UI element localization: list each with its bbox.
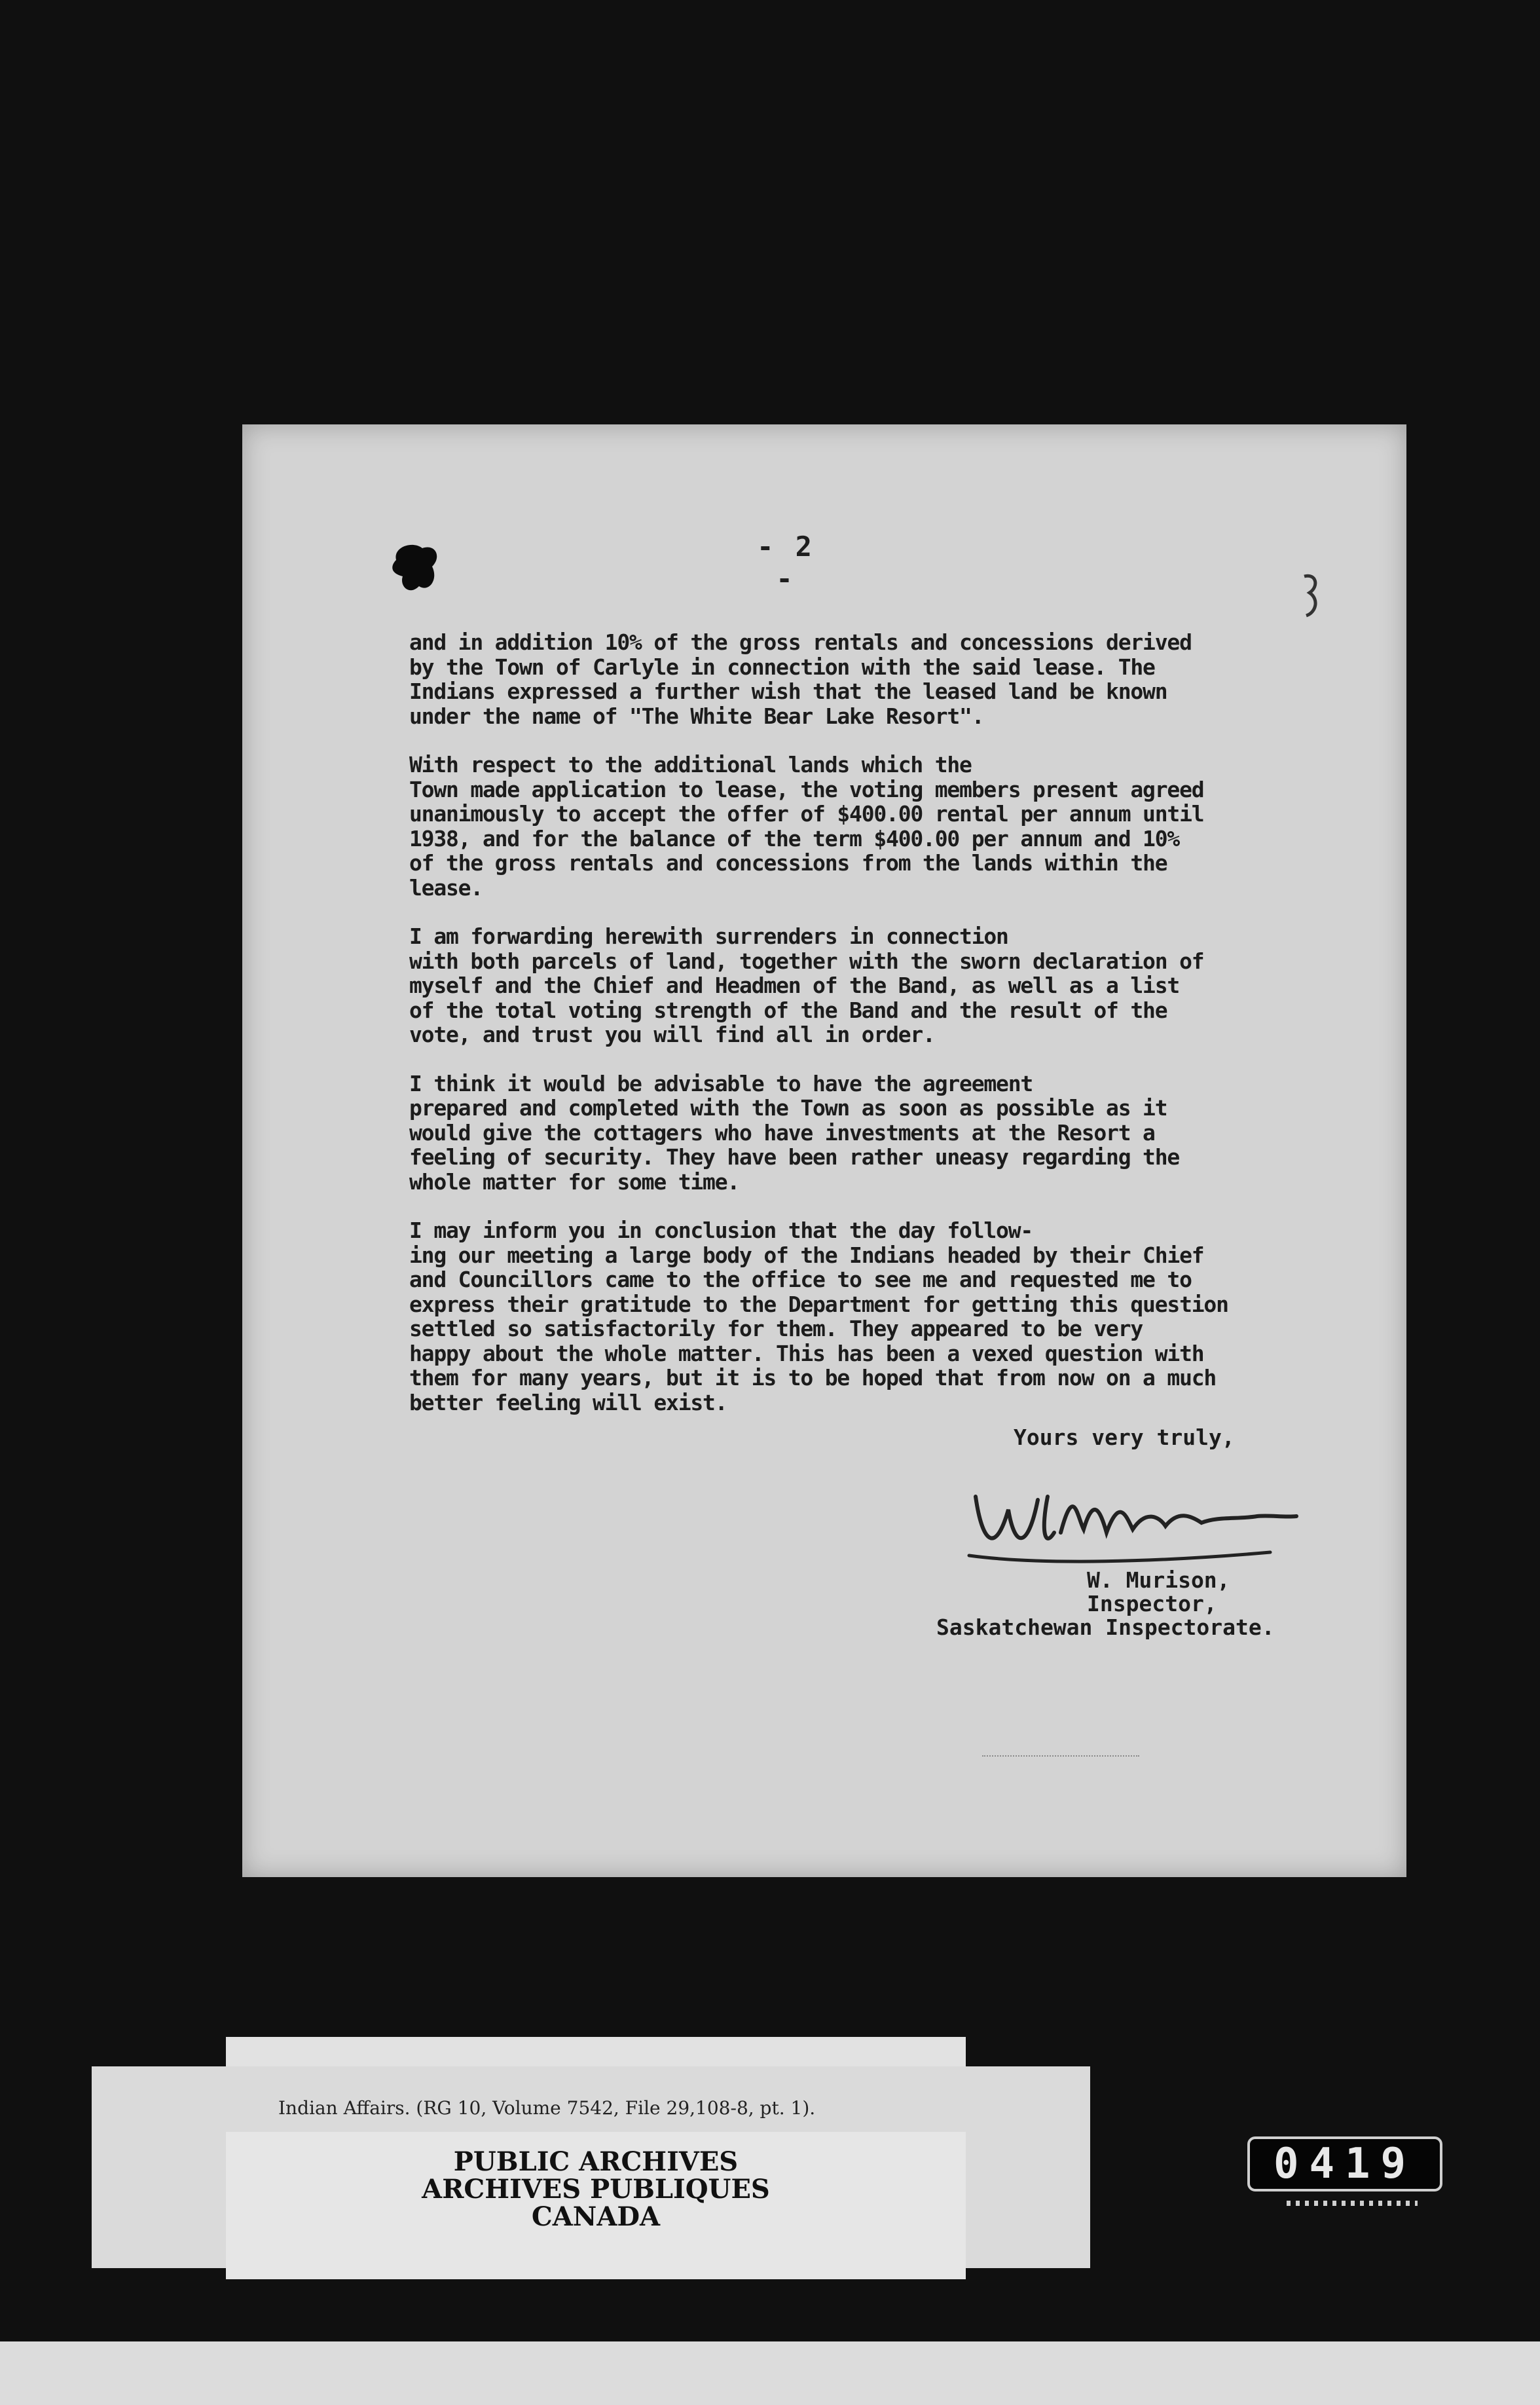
archive-title-country: CANADA: [531, 2201, 661, 2232]
archive-title: [327, 2148, 864, 2231]
signer-office: Saskatchewan Inspectorate.: [936, 1614, 1275, 1640]
frame-ticks: [1287, 2201, 1418, 2206]
paragraph: I think it would be advisable to have the agreement prepared and completed with the Town as soon as possible as it would give the cottagers who have investments at the Resort a feeling of security. They have been rather uneasy regarding the whole matter for some time.: [409, 1070, 1180, 1195]
page-number: - 2 -: [757, 531, 815, 595]
dotted-line: [982, 1755, 1139, 1757]
signer-name: W. Murison,: [1087, 1567, 1230, 1593]
signer-title: Inspector,: [1087, 1591, 1217, 1616]
paragraph: With respect to the additional lands which the Town made application to lease, the voting members present agreed unanimously to accept the offer of $400.00 rental per annum until 1938, and for the balance of the term $400.00 per annum and 10% of the gross rentals and concessions from the lands within the lease.: [409, 752, 1204, 901]
closing: Yours very truly,: [1014, 1425, 1235, 1450]
margin-mark: [1296, 573, 1323, 619]
letter-body: [409, 630, 1408, 1439]
signature-block: [936, 1569, 1342, 1639]
film-edge: [0, 2341, 1540, 2405]
frame-number: 0419: [1273, 2140, 1417, 2188]
paragraph: I am forwarding herewith surrenders in connection with both parcels of land, together with the sworn declaration of myself and the Chief and Headmen of the Band, as well as a list of the total voting strength of the Band and the result of the vote, and trust you will find all in order.: [409, 923, 1204, 1047]
paragraph: I may inform you in conclusion that the day follow- ing our meeting a large body of the Indians headed by their Chief and Councillors came to the office to see me and requested me to express their gratitude to the Department for getting this question settled so satisfactorily for them. They appeared to be very happy about the whole matter. This has been a vexed question with them for many years, but it is to be hoped that from now on a much better feeling will exist.: [409, 1218, 1228, 1415]
archive-reference: Indian Affairs. (RG 10, Volume 7542, File 29,108-8, pt. 1).: [278, 2097, 816, 2119]
paragraph: and in addition 10% of the gross rentals and concessions derived by the Town of Carlyle in connection with the said lease. The Indians expressed a further wish that the leased land be known under the name of "The White Bear Lake Resort".: [409, 629, 1192, 729]
archive-title-en: PUBLIC ARCHIVES: [453, 2146, 739, 2177]
ink-blot: [390, 540, 445, 596]
archive-title-fr: ARCHIVES PUBLIQUES: [422, 2174, 770, 2205]
handwritten-signature: [962, 1470, 1316, 1569]
